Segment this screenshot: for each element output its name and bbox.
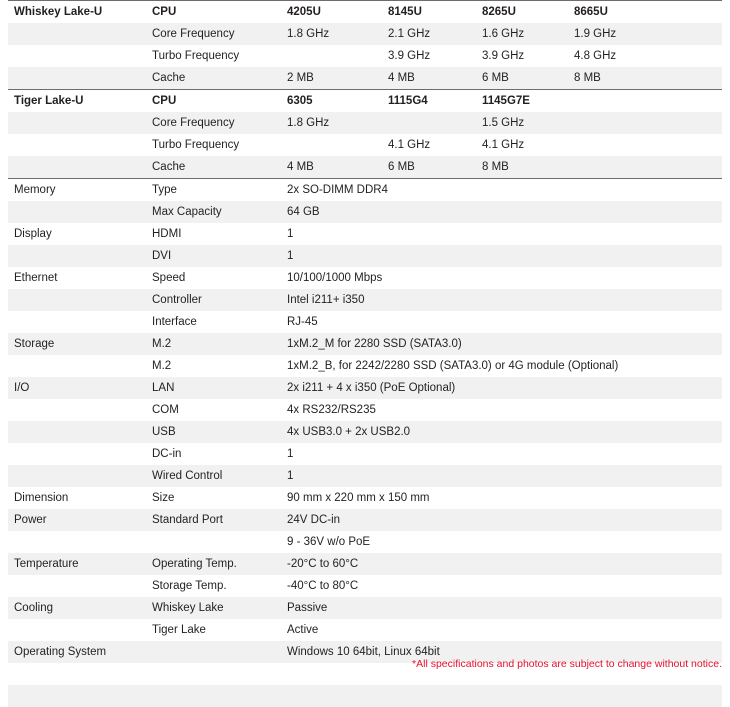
spec-item-label: M.2 — [146, 355, 281, 377]
spec-value: RJ-45 — [281, 311, 722, 333]
tiger-row-label-0: Core Frequency — [146, 112, 281, 134]
whiskey-row2-val1: 4 MB — [382, 67, 476, 90]
tiger-row2-val2: 8 MB — [476, 156, 568, 179]
spec-item-label: M.2 — [146, 333, 281, 355]
spec-row — [8, 245, 722, 267]
spec-row — [8, 311, 722, 333]
specification-table — [8, 0, 722, 707]
spec-group-label — [8, 575, 146, 597]
spec-value: Windows 10 64bit, Linux 64bit — [281, 641, 722, 663]
spec-item-label: Operating Temp. — [146, 553, 281, 575]
whiskey-row0-val0: 1.8 GHz — [281, 23, 382, 45]
spec-item-label: Interface — [146, 311, 281, 333]
spec-group-label — [8, 531, 146, 553]
spec-row — [8, 223, 722, 245]
whiskey-row-label-1: Turbo Frequency — [146, 45, 281, 67]
spec-row — [8, 201, 722, 223]
whiskey-row1-val3: 4.8 GHz — [568, 45, 722, 67]
spec-row — [8, 575, 722, 597]
spec-value: 1xM.2_B, for 2242/2280 SSD (SATA3.0) or 4G module (Optional) — [281, 355, 722, 377]
tiger-row2-val0: 4 MB — [281, 156, 382, 179]
spec-item-label: LAN — [146, 377, 281, 399]
spec-group-label — [8, 465, 146, 487]
spec-value: Passive — [281, 597, 722, 619]
tiger-group-blank-3 — [8, 156, 146, 179]
spec-group-label — [8, 421, 146, 443]
whiskey-group-blank-2 — [8, 45, 146, 67]
spec-value: 9 - 36V w/o PoE — [281, 531, 722, 553]
spec-item-label: Whiskey Lake — [146, 597, 281, 619]
tiger-cpu-label: CPU — [146, 90, 281, 113]
spec-item-label: Storage Temp. — [146, 575, 281, 597]
tiger-sku-0: 6305 — [281, 90, 382, 113]
footnote: *All specifications and photos are subject to change without notice. — [412, 658, 722, 670]
spec-item-label: Type — [146, 179, 281, 202]
tiger-row0-val2: 1.5 GHz — [476, 112, 568, 134]
spec-group-label: Display — [8, 223, 146, 245]
spec-item-label — [146, 641, 281, 663]
spec-group-label: Cooling — [8, 597, 146, 619]
whiskey-row-label-2: Cache — [146, 67, 281, 90]
spec-value: 1 — [281, 245, 722, 267]
spec-group-label — [8, 355, 146, 377]
tiger-row2-val3 — [568, 156, 722, 179]
spec-item-label: Speed — [146, 267, 281, 289]
whiskey-section-title: Whiskey Lake-U — [8, 1, 146, 24]
spec-group-label — [8, 201, 146, 223]
spec-row — [8, 355, 722, 377]
tiger-row-label-1: Turbo Frequency — [146, 134, 281, 156]
tiger-section-title: Tiger Lake-U — [8, 90, 146, 113]
spec-row — [8, 267, 722, 289]
whiskey-core-frequency-row — [8, 23, 722, 45]
tiger-turbo-frequency-row — [8, 134, 722, 156]
spec-row — [8, 685, 722, 707]
spec-value: Active — [281, 619, 722, 641]
tiger-sku-2: 1145G7E — [476, 90, 568, 113]
tiger-row-label-2: Cache — [146, 156, 281, 179]
whiskey-sku-3: 8665U — [568, 1, 722, 24]
spec-group-label: Power — [8, 509, 146, 531]
whiskey-row2-val0: 2 MB — [281, 67, 382, 90]
tiger-cache-row — [8, 156, 722, 179]
spec-row — [8, 421, 722, 443]
spec-group-label: Memory — [8, 179, 146, 202]
spec-item-label: DVI — [146, 245, 281, 267]
spec-row — [8, 531, 722, 553]
spec-row — [8, 509, 722, 531]
whiskey-group-blank-1 — [8, 23, 146, 45]
spec-value: 4x USB3.0 + 2x USB2.0 — [281, 421, 722, 443]
spec-item-label: Wired Control — [146, 465, 281, 487]
spec-item-label: HDMI — [146, 223, 281, 245]
tiger-group-blank-2 — [8, 134, 146, 156]
spec-row — [8, 179, 722, 202]
spec-row — [8, 619, 722, 641]
spec-row — [8, 289, 722, 311]
spec-row — [8, 377, 722, 399]
whiskey-row2-val3: 8 MB — [568, 67, 722, 90]
whiskey-sku-2: 8265U — [476, 1, 568, 24]
spec-value: 90 mm x 220 mm x 150 mm — [281, 487, 722, 509]
tiger-sku-1: 1115G4 — [382, 90, 476, 113]
whiskey-row0-val3: 1.9 GHz — [568, 23, 722, 45]
whiskey-sku-1: 8145U — [382, 1, 476, 24]
spec-group-label — [8, 399, 146, 421]
spec-value: 64 GB — [281, 201, 722, 223]
spec-value: 1 — [281, 465, 722, 487]
spec-row — [8, 597, 722, 619]
spec-group-label — [8, 619, 146, 641]
spec-value: 1xM.2_M for 2280 SSD (SATA3.0) — [281, 333, 722, 355]
tiger-row1-val2: 4.1 GHz — [476, 134, 568, 156]
spec-row — [8, 553, 722, 575]
whiskey-row1-val0 — [281, 45, 382, 67]
whiskey-sku-0: 4205U — [281, 1, 382, 24]
tiger-row1-val0 — [281, 134, 382, 156]
spec-group-label: Storage — [8, 333, 146, 355]
spec-value: 2x SO-DIMM DDR4 — [281, 179, 722, 202]
whiskey-row2-val2: 6 MB — [476, 67, 568, 90]
tiger-row0-val1 — [382, 112, 476, 134]
spec-value: 2x i211 + 4 x i350 (PoE Optional) — [281, 377, 722, 399]
tiger-row1-val1: 4.1 GHz — [382, 134, 476, 156]
tiger-row0-val3 — [568, 112, 722, 134]
tiger-row1-val3 — [568, 134, 722, 156]
spec-item-label: Controller — [146, 289, 281, 311]
spec-value: -40°C to 80°C — [281, 575, 722, 597]
spec-item-label: Size — [146, 487, 281, 509]
tiger-core-frequency-row — [8, 112, 722, 134]
spec-group-label — [8, 663, 146, 685]
spec-row — [8, 399, 722, 421]
spec-group-label — [8, 443, 146, 465]
tiger-row0-val0: 1.8 GHz — [281, 112, 382, 134]
tiger-cpu-header-row — [8, 90, 722, 113]
whiskey-row1-val1: 3.9 GHz — [382, 45, 476, 67]
spec-item-label — [146, 663, 281, 685]
spec-row — [8, 443, 722, 465]
spec-item-label: COM — [146, 399, 281, 421]
whiskey-row0-val2: 1.6 GHz — [476, 23, 568, 45]
spec-item-label — [146, 685, 281, 707]
spec-group-label: Operating System — [8, 641, 146, 663]
whiskey-cpu-header-row — [8, 1, 722, 24]
spec-value: 1 — [281, 443, 722, 465]
spec-value: 1 — [281, 223, 722, 245]
tiger-row2-val1: 6 MB — [382, 156, 476, 179]
spec-group-label: Ethernet — [8, 267, 146, 289]
tiger-sku-3 — [568, 90, 722, 113]
whiskey-row-label-0: Core Frequency — [146, 23, 281, 45]
spec-group-label — [8, 685, 146, 707]
spec-group-label — [8, 245, 146, 267]
spec-value: Intel i211+ i350 — [281, 289, 722, 311]
spec-value: 24V DC-in — [281, 509, 722, 531]
spec-value — [281, 685, 722, 707]
whiskey-row0-val1: 2.1 GHz — [382, 23, 476, 45]
tiger-group-blank-1 — [8, 112, 146, 134]
spec-row — [8, 465, 722, 487]
spec-value: -20°C to 60°C — [281, 553, 722, 575]
spec-row — [8, 333, 722, 355]
spec-item-label — [146, 531, 281, 553]
spec-value: 4x RS232/RS235 — [281, 399, 722, 421]
spec-item-label: DC-in — [146, 443, 281, 465]
spec-group-label — [8, 289, 146, 311]
spec-group-label: I/O — [8, 377, 146, 399]
spec-value: 10/100/1000 Mbps — [281, 267, 722, 289]
whiskey-turbo-frequency-row — [8, 45, 722, 67]
spec-item-label: Max Capacity — [146, 201, 281, 223]
spec-group-label: Dimension — [8, 487, 146, 509]
spec-item-label: Standard Port — [146, 509, 281, 531]
spec-row — [8, 487, 722, 509]
spec-group-label — [8, 311, 146, 333]
whiskey-cpu-label: CPU — [146, 1, 281, 24]
whiskey-cache-row — [8, 67, 722, 90]
whiskey-group-blank-3 — [8, 67, 146, 90]
spec-item-label: Tiger Lake — [146, 619, 281, 641]
spec-group-label: Temperature — [8, 553, 146, 575]
spec-item-label: USB — [146, 421, 281, 443]
whiskey-row1-val2: 3.9 GHz — [476, 45, 568, 67]
